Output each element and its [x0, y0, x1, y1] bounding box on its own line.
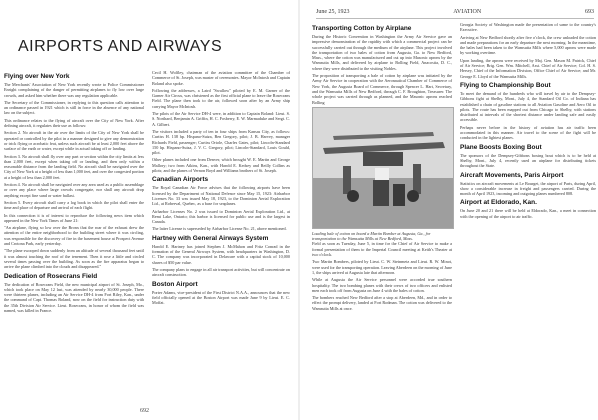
right-page [302, 0, 598, 420]
article-paragraph: The visitors included a party of ten in four ships from Kansas City, as follows: Curtiss H. 138 hp. Hispano-Suiza, Ben Gregory, pilot; J. B. Harvey, manager Richards Field, passenger; Curtiss Oriole, Charles Gates, pilot; Lincoln-Standard 150 hp. Hispano-Suiza, J. V. C. Gregory, pilot; Lincoln-Standard, Louis Gould, pilot. [152, 128, 290, 156]
article-paragraph: The Secretary of the Commissioner, in replying to this question calls attention to an ordinance passed in 1921 which is still in force in the absence of any national law on the subject. [4, 99, 144, 116]
right-page-columns [312, 22, 596, 313]
cotton-loading-photo [312, 107, 454, 229]
section-heading: Aircraft Movements, Paris Airport [460, 171, 564, 179]
left-column-2 [152, 70, 290, 315]
article-paragraph: Two Martin Bombers, piloted by Lieut. C. W. Steinmetz and Lieut. R. W. Minot, were used for the transporting operation. Leaving Aberdeen on the morning of June 1, the ships arrived at Augusta late that afternoon. [312, 259, 452, 275]
header-page-number: 693 [584, 9, 594, 15]
page-title: AIRPORTS AND AIRWAYS [18, 38, 223, 55]
article-paragraph: Section 5. Every aircraft shall carry a log book in which the pilot shall enter the time and place of departure and arrival of each flight. [4, 199, 144, 211]
bomber-photo-illustration [313, 108, 453, 228]
right-column-1 [312, 22, 452, 313]
running-header [316, 6, 594, 19]
section-heading: Flying over New York [4, 73, 70, 80]
section-heading: Boston Airport [152, 280, 198, 288]
section-heading: Dedication of Rosecrans Field [4, 272, 98, 280]
right-column-2 [460, 22, 596, 313]
article-paragraph: "An airplane, flying so low over the Bronx that the roar of the exhaust drew the attention of the entire neighborhood to the building street where it was circling, was responsible for the discovery of fire in the basement house at Prospect Avenue and Crotona Park, early yesterday. [4, 225, 144, 247]
article-paragraph: Section 4. No aircraft shall be navigated over any area used as a public assemblage or over any place where large crowds congregate, nor shall any aircraft drop anything except fine sand or water ballast. [4, 182, 144, 198]
section-heading: Plane Boosts Boxing Bout [460, 143, 542, 151]
article-paragraph: Georgia Society of Washington made the presentation of same to the country's Executive. [460, 22, 596, 33]
article-paragraph: Airharbor Licenses No. 2 was issued to Dominion Aerial Exploration Ltd., at Remi Lake, Ontario; this harbor is licensed for public use and is the largest in Canada. [152, 208, 290, 225]
article-paragraph: The bombers reached New Bedford after a stop at Aberdeen, Md., and in order to effect the prompt delivery, landed at Fort Rodman. The cotton was delivered to the Wamsutta Mills at once. [312, 295, 452, 311]
page-gutter [298, 0, 300, 420]
section-heading: Hartney with General Airways System [152, 234, 269, 242]
article-paragraph: Porter Adams, vice-president of the First District N.A.A., announces that the new field officially opened at the Boston Airport was made June 9 by Lieut. E. C. Moffat. [152, 289, 290, 306]
left-column-1 [4, 70, 144, 315]
article-paragraph: Following the addresses, a Laird "Swallow" piloted by E. M. Garner of the Garner Air Circus, was christened as the first official plane to leave the Rosecrans Field. The plane then took to the air, followed soon after by an Army ship carrying Mayor McIntosh. [152, 87, 290, 109]
article-paragraph: Section 3. No aircraft shall fly over any part or section within the city limits at less than 2,000 feet, except when taking off or landing, and then only within a reasonable distance from the landing field. No aircraft shall be navigated over the City of New York at a height of less than 1,000 feet, and over the congested portion at a height of less than 2,000 feet. [4, 153, 144, 180]
article-paragraph: Cecil H. Wolfley, chairman of the aviation committee of the Chamber of Commerce of St. Joseph, was master of ceremonies. Mayor McIntosh and Captain Boland also spoke. [152, 70, 290, 86]
article-paragraph: Field as soon as Tuesday, June 5, in time for the Chief of Air Service to make a formal presentation of them to the Imperial Council meeting at Keith's Theater at two o'clock. [312, 241, 452, 258]
section-heading: Airport at Eldorado, Kan. [460, 199, 537, 207]
left-page [0, 0, 296, 420]
article-paragraph: Other planes included one from Denver, which brought W. E. Martin and George Mallory; two from Atkins, Kan., with Harold E. Kedsey and Reilly Collins as pilots; and the planes of Vernon Boyd and Williams brothers of St. Joseph. [152, 157, 290, 174]
section-heading: Transporting Cotton by Airplane [312, 25, 412, 32]
article-paragraph: In this connection it is of interest to reproduce the following news item which appeared in the New York Times of June 21: [4, 212, 144, 223]
left-page-columns [4, 70, 292, 315]
article-paragraph: The sponsors of the Dempsey-Gibbons boxing bout which is to be held at Shelby, Mont., July 4, recently used an airplane for distributing tickets throughout the State. [460, 152, 596, 169]
left-page-number: 692 [140, 408, 149, 414]
article-paragraph: This ordinance relates to the flying of aircraft over the City of New York. After defining aircraft, it regulates their use as follows: [4, 117, 144, 129]
article-paragraph: The pilots of the Air Service DH-4 were, in addition to Captain Boland: Lieut. S. S. Northard, Benjamin A. Griffin, H. C. Fosberry, E. W. Marmaduke and Sergt. C. A. Gilbert. [152, 111, 290, 127]
article-paragraph: The dedication of Rosecrans Field, the new municipal airport of St. Joseph, Mo., which took place on May 12 last, was attended by nearly 30,000 people. There were thirteen planes, including an Air Service DH-4 from Fort Riley, Kan., under the command of Capt. Thomas Boland, now on the field for instruction duty with the 35th Division Air Service. Lieut. Rosecrans, in honor of whom the field was named, was killed in France. [4, 281, 144, 313]
article-paragraph: Upon landing, the aprons were received by Maj. Gen. Mason M. Patrick, Chief of Air Service; Brig. Gen. Wm. Mitchell, Asst. Chief of Air Service; Col. H. S. Hersey, Chief of the Information Division, Office Chief of Air Service; and Mr. George E. Lloyd of the Wamsutta Mills. [460, 57, 596, 79]
article-paragraph: "The plane swooped down suddenly from an altitude of several thousand feet until it was almost touching the roof of the tenement. Then it rose a little and circled several times passing over the building. As soon as the fire apparatus began to arrive the plane climbed into the clouds and disappeared." [4, 248, 144, 270]
right-column-1-bottom [312, 241, 452, 311]
header-magazine-name: AVIATION [453, 9, 482, 15]
article-paragraph: To meet the demand of the hundreds who will travel by air to the Dempsey-Gibbons fight at Shelby, Mont., July 4, the Standard Oil Co. of Indiana has established a chain of gasoline stations to all Aviation Gasoline and Aero Oil to pilots. The route has been mapped out from Chicago to Shelby, with stations distributed at intervals of the shortest distance under landing safe and easily accessible. [460, 90, 596, 123]
article-paragraph: On June 20 and 21 there will be held at Eldorado, Kan., a meet in connection with the opening of the airport to air traffic. [460, 208, 596, 219]
article-paragraph: The proposition of transporting a bale of cotton by airplane was initiated by the Army Air Service in cooperation with the Aeronautical Chamber of Commerce of New York, the Augusta Board of Commerce, through Spencer L. Hart, Secretary, and the Wamsutta Mills of New Bedford, through C. F. Broughton, Treasurer. The whole project was carried through as planned, and the Masonic aprons reached Bolling [312, 73, 452, 105]
header-date: June 25, 1923 [316, 9, 350, 15]
article-paragraph: Harold E. Hartney has joined Stephen J. McMahon and Fritz Conrad in the formation of the General Airways System, with headquarters in Washington, D. C. The company was incorporated in Delaware with a capital stock of 10,000 shares of $50 par value. [152, 243, 290, 265]
article-paragraph: Arriving at New Bedford shortly after five o'clock, the crew unloaded the cotton and made preparations for an early departure the next morning. In the meantime, the bales had been taken to the Wamsutta Mills where 5,000 aprons were made by working overtime. [460, 34, 596, 56]
article-paragraph: Perhaps never before in the history of aviation has air traffic been accommodated in this manner. Air travel to the scene of the fight will be conducted in the lightest planes. [460, 124, 596, 141]
article-paragraph: During the Historic Convention in Washington the Army Air Service gave an impressive demonstration of the rapidity with which a commercial project can be successfully carried out through the medium of the airplane. This project involved the transportation of two bales of cotton from Augusta, Ga. to New Bedford, Mass., where the cotton was manufactured and cut up into Masonic aprons by the Wamsutta Mills, and delivered by airplane to Bolling Field, Anacostia, D. C., where they were distributed to the visiting Nobles. [312, 34, 452, 71]
article-paragraph: The Royal Canadian Air Force advises that the following airports have been licensed by the Department of National Defence since May 15, 1923: Airharbor Licenses No. 33 was issued May 18, 1923, to the Dominion Aerial Exploration Ltd., at Roberval, Quebec, as a base for seaplanes. [152, 185, 290, 207]
article-paragraph: The Merchants' Association of New York recently wrote to Police Commissioner Enright complaining of the danger of permitting airplanes to fly low over large crowds, and asked him whether there was any regulation applicable. [4, 82, 144, 98]
right-column-1-top [312, 25, 452, 105]
photo-caption: Loading bale of cotton on board a Martin Bomber at Augusta, Ga., for transportation to the Wamsutta Mills at New Bedford, Mass. [312, 230, 431, 242]
article-paragraph: While at Augusta the Air Service personnel were accorded true southern hospitality. The two bombing planes with their crews of two officers and enlisted men each took off from Augusta on June 4 with the bales of cotton. [312, 277, 452, 293]
article-paragraph: Statistics on aircraft movements at Le Bourget, the airport of Paris, during April, show a considerable increase in freight and passengers carried. During the month of April 1923, incoming and outgoing planes numbered 808. [460, 180, 596, 197]
article-paragraph: The latter License is superseded by Airharbor License No. 21, above mentioned. [152, 226, 287, 232]
section-heading: Flying to Championship Bout [460, 81, 551, 89]
section-heading: Canadian Airports [152, 176, 209, 184]
article-paragraph: The company plans to engage in all air transport activities, but will concentrate on aircraft construction. [152, 266, 290, 278]
article-paragraph: Section 2. No aircraft in the air over the limits of the City of New York shall be operated or controlled by the pilot in a manner designed to give any demonstration or trick flying or acrobatic feat, unless such aircraft be at least 2,000 feet above the surface of the earth or water, except while in actual taking off or landing. [4, 130, 144, 152]
